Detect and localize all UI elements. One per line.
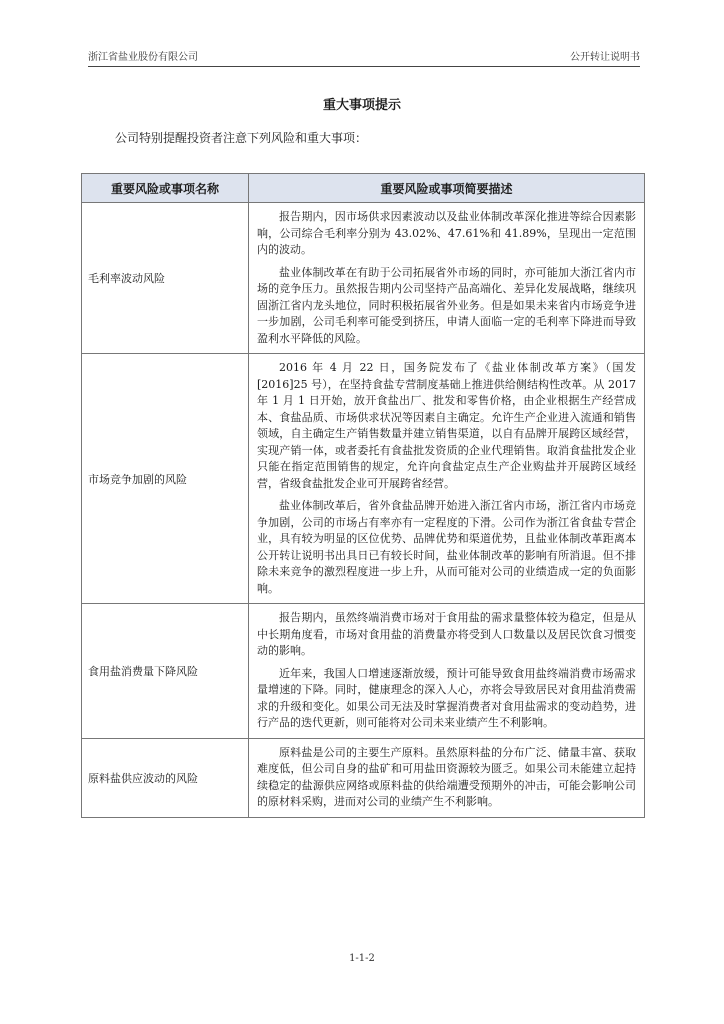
risk-name: 食用盐消费量下降风险 <box>82 604 249 739</box>
risk-paragraph: 原料盐是公司的主要生产原料。虽然原料盐的分布广泛、储量丰富、获取难度低，但公司自身的盐矿和可用盐田资源较为匮乏。如果公司未能建立起持续稳定的盐源供应网络或原料盐的供给端遭受预期外的冲击，可能会影响公司的原材料采购，进而对公司的业绩产生不利影响。 <box>257 745 636 808</box>
table-row <box>82 604 645 739</box>
col-header-desc: 重要风险或事项简要描述 <box>249 174 645 203</box>
table-row <box>82 738 645 817</box>
risk-paragraph: 报告期内，虽然终端消费市场对于食用盐的需求量整体较为稳定，但是从中长期角度看，市场对食用盐的消费量亦将受到人口数量以及居民饮食习惯变动的影响。 <box>257 611 636 657</box>
risk-description <box>249 604 645 739</box>
risk-name: 市场竞争加剧的风险 <box>82 354 249 604</box>
col-header-name: 重要风险或事项名称 <box>82 174 249 203</box>
page-header <box>88 52 640 67</box>
header-doc-title: 公开转让说明书 <box>570 52 640 63</box>
table-row <box>82 203 645 354</box>
risk-table <box>81 173 645 818</box>
page-number: 1-1-2 <box>349 953 375 964</box>
section-title: 重大事项提示 <box>322 98 401 113</box>
risk-paragraph: 盐业体制改革在有助于公司拓展省外市场的同时，亦可能加大浙江省内市场的竞争压力。虽然报告期内公司坚持产品高端化、差异化发展战略，继续巩固浙江省内龙头地位，同时积极拓展省外业务。但是如果未来省内市场竞争进一步加剧，公司毛利率可能受到挤压，申请人面临一定的毛利率下降进而导致盈利水平降低的风险。 <box>257 265 636 345</box>
risk-paragraph: 2016 年 4 月 22 日，国务院发布了《盐业体制改革方案》（国发[2016]25 号），在坚持食盐专营制度基础上推进供给侧结构性改革。从 2017 年 1 月 1 日开始，放开食盐出厂、批发和零售价格，由企业根据生产经营成本、食盐品质、市场供求状况等因素自主确定。允许生产企业进入流通和销售领域，自主确定生产销售数量并建立销售渠道，以自有品牌开展跨区域经营，实现产销一体，或者委托有食盐批发资质的企业代理销售。取消食盐批发企业只能在指定范围销售的规定，允许向食盐定点生产企业购盐并开展跨区域经营，省级食盐批发企业可开展跨省经营。 <box>257 361 636 490</box>
risk-paragraph: 报告期内，因市场供求因素波动以及盐业体制改革深化推进等综合因素影响，公司综合毛利率分别为 43.02%、47.61%和 41.89%，呈现出一定范围内的波动。 <box>257 210 636 256</box>
risk-description <box>249 203 645 354</box>
table-header-row <box>82 174 645 203</box>
risk-description <box>249 354 645 604</box>
header-company: 浙江省盐业股份有限公司 <box>88 52 198 63</box>
risk-name: 原料盐供应波动的风险 <box>82 738 249 817</box>
risk-name: 毛利率波动风险 <box>82 203 249 354</box>
table-row <box>82 354 645 604</box>
intro-text: 公司特别提醒投资者注意下列风险和重大事项： <box>115 131 368 145</box>
risk-paragraph: 盐业体制改革后，省外食盐品牌开始进入浙江省内市场，浙江省内市场竞争加剧，公司的市场占有率亦有一定程度的下滑。公司作为浙江省食盐专营企业，具有较为明显的区位优势、品牌优势和渠道优势，且盐业体制改革距离本公开转让说明书出具日已有较长时间，盐业体制改革的影响有所消退。但不排除未来竞争的激烈程度进一步上升，从而可能对公司的业绩造成一定的负面影响。 <box>257 499 636 595</box>
risk-paragraph: 近年来，我国人口增速逐渐放缓，预计可能导致食用盐终端消费市场需求量增速的下降。同时，健康理念的深入人心，亦将会导致居民对食用盐消费需求的升级和变化。如果公司无法及时掌握消费者对食用盐需求的变动趋势，进行产品的迭代更新，则可能将对公司未来业绩产生不利影响。 <box>257 666 636 729</box>
risk-description <box>249 738 645 817</box>
